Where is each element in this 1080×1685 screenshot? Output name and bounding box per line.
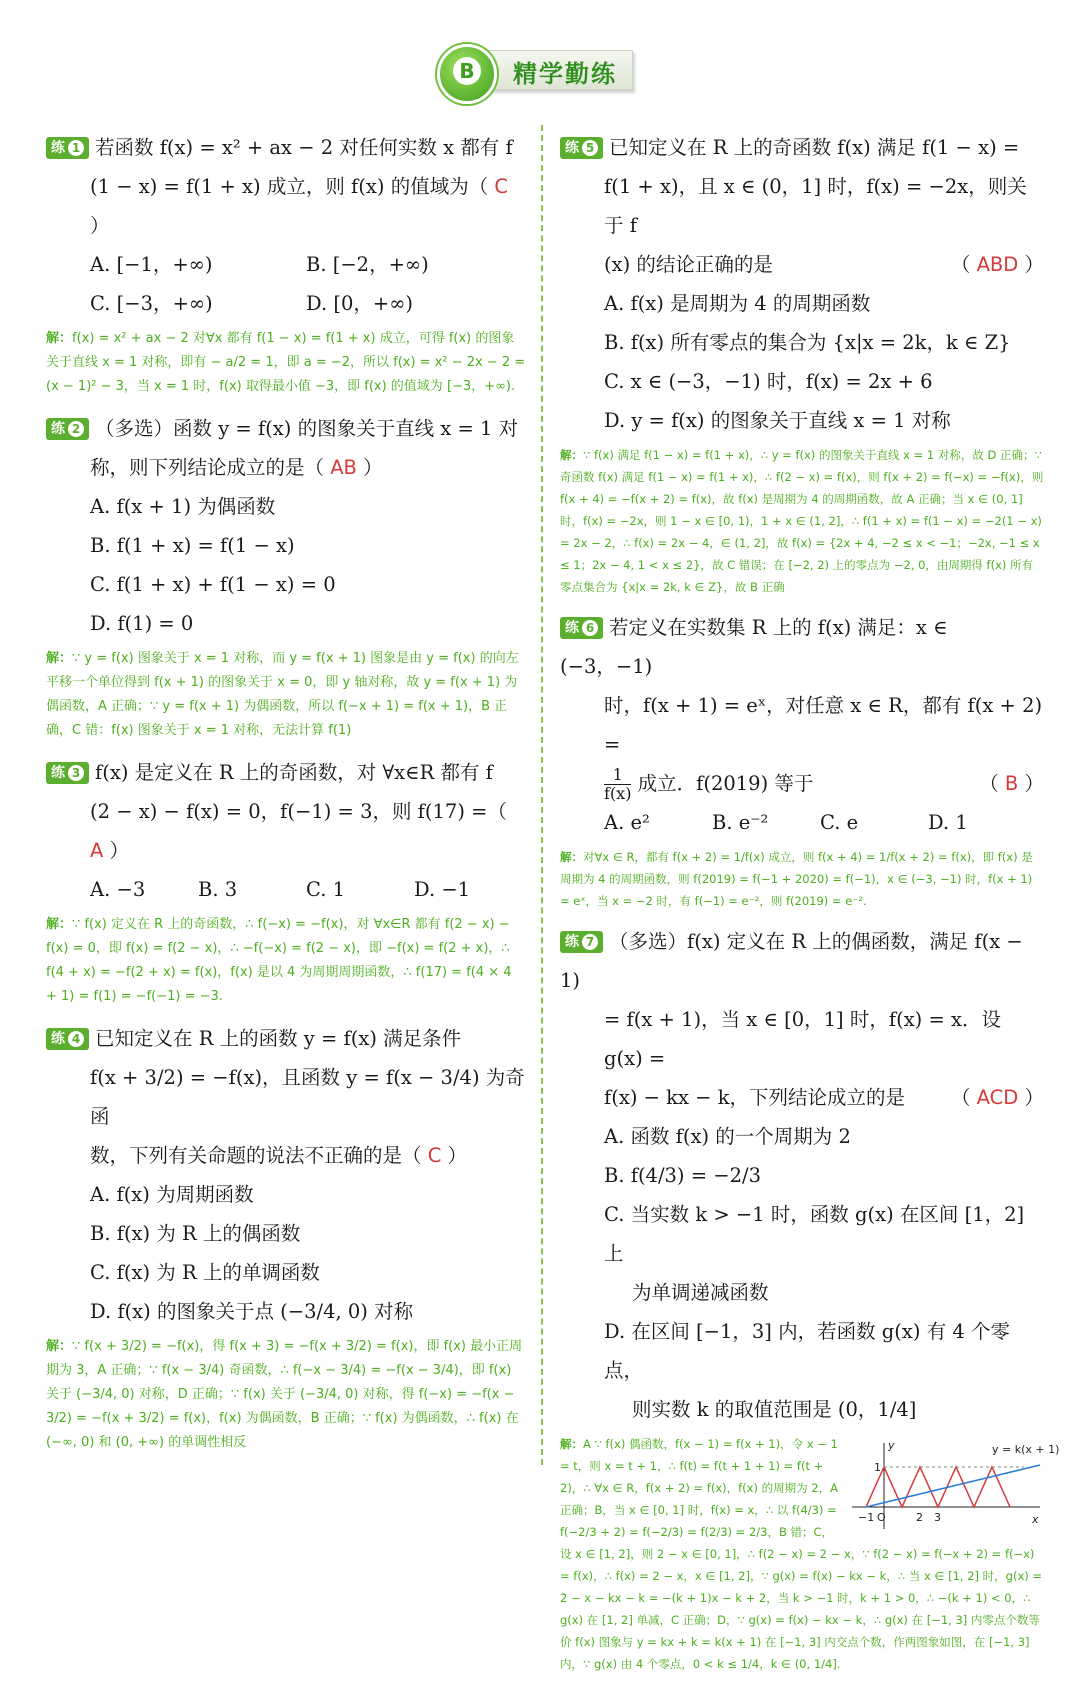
options: A. f(x + 1) 为偶函数 B. f(1 + x) = f(1 − x) C. f(1 + x) + f(1 − x) = 0 D. f(1) = 0 — [90, 495, 336, 635]
solution: 解：∵ f(x + 3/2) = −f(x)，得 f(x + 3) = −f(x + 3/2) = f(x)，即 f(x) 最小正周期为 3，A 正确；∵ f(x − 3/4) 奇函数，∴ f(−x − 3/4) = −f(x − 3/4)，即 f(x) 关于 (−3/4, 0) 对称，D 正确；∵ f(x) 关于 (−3/4, 0) 对称，得 f(−x) = −f(x − 3/2) = −f(x + 3/2) = f(x)，f(x) 为偶函数，B 正确；∵ f(x) 为偶函数，∴ f(x) 在 (−∞, 0) 和 (0, +∞) 的单调性相反 — [46, 1339, 523, 1450]
solution: 解：∵ y = f(x) 图象关于 x = 1 对称，而 y = f(x + 1) 图象是由 y = f(x) 的向左平移一个单位得到 f(x + 1) 的图象关于 x = 0，即 y 轴对称，故 y = f(x + 1) 为偶函数，A 正确；∵ y = f(x + 1) 为偶函数，所以 f(−x + 1) = f(x + 1)，B 正确，C 错：f(x) 图象关于 x = 1 对称，无法计算 f(1) — [46, 651, 519, 738]
line-label: y = k(x + 1) — [992, 1443, 1060, 1456]
options: A. 函数 f(x) 的一个周期为 2 B. f(4/3) = −2/3 C. 当实数 k > −1 时，函数 g(x) 在区间 [1，2] 上 为单调递减函数 D. 在区间 [−1，3] 内，若函数 g(x) 有 4 个零点， 则实数 k 的取值范围是 (0，1/4] — [604, 1125, 1025, 1421]
answer: C — [494, 175, 509, 198]
options: A. [−1，+∞) B. [−2，+∞) C. [−3，+∞) D. [0，+∞) — [90, 253, 429, 315]
problem-tag: 练 1 — [46, 137, 89, 159]
fraction: $\frac{1}{f(x)}$ — [604, 765, 632, 803]
solution: y = k(x + 1) y x −1 O 2 3 1 解：A ∵ f(x) 偶函数，f(x − 1) = f(x + 1)，令 x − 1 = t，则 x = t + 1，∴ f(t) = f(t + 1 + 1) = f(t + 2)，∴ ∀x ∈ R，f(x + 2) = f(x)，f(x) 的周期为 2，A 正确；B，当 x ∈ [0, 1] 时，f(x) = x，∴ 以 f(4/3) = f(−2/3 + 2) = f(−2/3) = f(2/3) = 2/3，B 错；C，设 x ∈ [1, 2]，则 2 − x ∈ [0, 1]，∴ f(2 − x) = 2 − x，∵ f(2 − x) = f(−x + 2) = f(−x) = f(x)，∴ f(x) = 2 − x，x ∈ [1, 2]，∵ g(x) = f(x) − kx − k，∴ 当 x ∈ [1, 2] 时，g(x) = 2 − x − kx − k = −(k + 1)x − k + 2，当 k > −1 时，k + 1 > 0，∴ −(k + 1) < 0，∴ g(x) 在 [1, 2] 单减，C 正确；D，∵ g(x) = f(x) − kx − k，∴ g(x) 在 [−1, 3] 内零点个数等价 f(x) 图象与 y = kx + k = k(x + 1) 在 [−1, 3] 内交点个数，作两图象如图，在 [−1, 3] 内，∵ g(x) 由 4 个零点，0 < k ≤ 1/4，k ∈ (0, 1/4]. — [560, 1437, 1060, 1671]
problem-4: 练 4 已知定义在 R 上的函数 y = f(x) 满足条件 f(x + 3/2) = −f(x)，且函数 y = f(x − 3/4) 为奇函 数，下列有关命题的说法不正确的是（ C ） A. f(x) 为周期函数 B. f(x) 为 R 上的偶函数 C. f(x) 为 R 上的单调函数 D. f(x) 的图象关于点 (−3/4, 0) 对称 解：∵ f(x + 3/2) = −f(x)，得 f(x + 3) = −f(x + 3/2) = f(x)，即 f(x) 最小正周期为 3，A 正确；∵ f(x − 3/4) 奇函数，∴ f(−x − 3/4) = −f(x − 3/4)，即 f(x) 关于 (−3/4, 0) 对称，D 正确；∵ f(x) 关于 (−3/4, 0) 对称，得 f(−x) = −f(x − 3/2) = −f(x + 3/2) = f(x)，f(x) 为偶函数，B 正确；∵ f(x) 为偶函数，∴ f(x) 在 (−∞, 0) 和 (0, +∞) 的单调性相反 — [46, 1019, 526, 1455]
y-axis-label: y — [888, 1439, 895, 1452]
section-title: 精学勤练 — [513, 60, 617, 88]
problem-1: 练 1 若函数 f(x) = x² + ax − 2 对任何实数 x 都有 f (1 − x) = f(1 + x) 成立，则 f(x) 的值域为（ C ） A. [−1，+∞) B. [−2，+∞) C. [−3，+∞) D. [0，+∞) 解：f(x) = x² + ax − 2 对∀x 都有 f(1 − x) = f(1 + x) 成立，可得 f(x) 的图象关于直线 x = 1 对称，即有 − a/2 = 1，即 a = −2，所以 f(x) = x² − 2x − 2 = (x − 1)² − 3，当 x = 1 时，f(x) 取得最小值 −3，即 f(x) 的值域为 [−3，+∞). — [46, 128, 526, 399]
problem-5: 练 5 已知定义在 R 上的奇函数 f(x) 满足 f(1 − x) = f(1 + x)，且 x ∈ (0，1] 时，f(x) = −2x，则关于 f (x) 的结论正确的是 （ ABD ） A. f(x) 是周期为 4 的周期函数 B. f(x) 所有零点的集合为 {x|x = 2k，k ∈ Z} C. x ∈ (−3，−1) 时，f(x) = 2x + 6 D. y = f(x) 的图象关于直线 x = 1 对称 解：∵ f(x) 满足 f(1 − x) = f(1 + x)，∴ y = f(x) 的图象关于直线 x = 1 对称，故 D 正确；∵ 奇函数 f(x) 满足 f(1 − x) = f(1 + x)，∴ f(2 − x) = f(x)，则 f(x + 2) = f(−x) = −f(x)，则 f(x + 4) = −f(x + 2) = f(x)，故 f(x) 是周期为 4 的周期函数，故 A 正确；当 x ∈ (0, 1] 时，f(x) = −2x，则 1 − x ∈ [0, 1)，1 + x ∈ (1, 2]，∴ f(1 + x) = f(1 − x) = −2(1 − x) = 2x − 2，∴ f(x) = 2x − 4，∈ (1, 2]，故 f(x) = {2x + 4, −2 ≤ x < −1；−2x, −1 ≤ x ≤ 1；2x − 4, 1 < x ≤ 2}，故 C 错误；在 [−2, 2) 上的零点为 −2, 0，由周期得 f(x) 所有零点集合为 {x|x = 2k, k ∈ Z}，故 B 正确 — [560, 128, 1044, 598]
badge-icon: B — [437, 44, 497, 104]
solution: 解：∵ f(x) 满足 f(1 − x) = f(1 + x)，∴ y = f(x) 的图象关于直线 x = 1 对称，故 D 正确；∵ 奇函数 f(x) 满足 f(1 − x) = f(1 + x)，∴ f(2 − x) = f(x)，则 f(x + 2) = f(−x) = −f(x)，则 f(x + 4) = −f(x + 2) = f(x)，故 f(x) 是周期为 4 的周期函数，故 A 正确；当 x ∈ (0, 1] 时，f(x) = −2x，则 1 − x ∈ [0, 1)，1 + x ∈ (1, 2]，∴ f(1 + x) = f(1 − x) = −2(1 − x) = 2x − 2，∴ f(x) = 2x − 4，∈ (1, 2]，故 f(x) = {2x + 4, −2 ≤ x < −1；−2x, −1 ≤ x ≤ 1；2x − 4, 1 < x ≤ 2}，故 C 错误；在 [−2, 2) 上的零点为 −2, 0，由周期得 f(x) 所有零点集合为 {x|x = 2k, k ∈ Z}，故 B 正确 — [560, 448, 1044, 594]
tick-label: 3 — [934, 1511, 941, 1524]
options: A. f(x) 为周期函数 B. f(x) 为 R 上的偶函数 C. f(x) 为 R 上的单调函数 D. f(x) 的图象关于点 (−3/4, 0) 对称 — [90, 1183, 414, 1323]
options: A. e² B. e⁻² C. e D. 1 — [604, 811, 968, 834]
answer: B — [1004, 772, 1019, 795]
options: A. f(x) 是周期为 4 的周期函数 B. f(x) 所有零点的集合为 {x|x = 2k，k ∈ Z} C. x ∈ (−3，−1) 时，f(x) = 2x + 6 D. y = f(x) 的图象关于直线 x = 1 对称 — [604, 292, 1011, 432]
problem-tag: 练 5 — [560, 137, 603, 159]
options: A. −3 B. 3 C. 1 D. −1 — [90, 878, 471, 901]
column-divider — [541, 125, 543, 1465]
problem-6: 练 6 若定义在实数集 R 上的 f(x) 满足：x ∈ (−3，−1) 时，f(x + 1) = eˣ，对任意 x ∈ R，都有 f(x + 2) = $\frac{1}{f(x)}$ 成立．f(2019) 等于 （ B ） A. e² B. e⁻² C. e D. 1 解：对∀x ∈ R，都有 f(x + 2) = 1/f(x) 成立，则 f(x + 4) = 1/f(x + 2) = f(x)，即 f(x) 是周期为 4 的周期函数，则 f(2019) = f(−1 + 2020) = f(−1)，x ∈ (−3, −1) 时，f(x + 1) = eˣ，当 x = −2 时，有 f(−1) = e⁻²，则 f(2019) = e⁻². — [560, 608, 1044, 912]
problem-tag: 练 2 — [46, 418, 89, 440]
answer: AB — [330, 456, 357, 479]
problem-tag: 练 6 — [560, 617, 603, 639]
answer: A — [90, 839, 104, 862]
solution: 解：∵ f(x) 定义在 R 上的奇函数，∴ f(−x) = −f(x)，对 ∀x∈R 都有 f(2 − x) − f(x) = 0，即 f(x) = f(2 − x)，∴ −f(−x) = f(2 − x)，即 −f(x) = f(2 + x)，∴ f(4 + x) = −f(2 + x) = f(x)，f(x) 是以 4 为周期周期函数，∴ f(17) = f(4 × 4 + 1) = f(1) = −f(−1) = −3. — [46, 917, 512, 1004]
problem-7: 练 7 （多选）f(x) 定义在 R 上的偶函数，满足 f(x − 1) = f(x + 1)，当 x ∈ [0，1] 时，f(x) = x．设 g(x) = f(x) − kx − k，下列结论成立的是 （ ACD ） A. 函数 f(x) 的一个周期为 2 B. f(4/3) = −2/3 C. 当实数 k > −1 时，函数 g(x) 在区间 [1，2] 上 为单调递减函数 D. 在区间 [−1，3] 内，若函数 g(x) 有 4 个零点， 则实数 k 的取值范围是 (0，1/4] y = k(x + 1) y x −1 O 2 3 1 解：A ∵ f(x) 偶函数，f(x − 1) = f(x + 1)，令 x − 1 = t，则 x = t + 1，∴ f(t) = f(t + 1 + 1) = f(t + 2)，∴ ∀x ∈ R，f(x + 2) = f(x)，f(x) 的周期为 2，A 正确；B，当 x ∈ [0, 1] 时，f(x) = x，∴ 以 f(4/3) = f(−2/3 + 2) = f(−2/3) = f(2/3) = 2/3，B 错；C，设 x ∈ [1, 2]，则 2 − x ∈ [0, 1]，∴ f(2 − x) = 2 − x，∵ f(2 − x) = f(−x + 2) = f(−x) = f(x)，∴ f(x) = 2 − x，x ∈ [1, 2]，∵ g(x) = f(x) − kx − k，∴ 当 x ∈ [1, 2] 时，g(x) = 2 − x − kx − k = −(k + 1)x − k + 2，当 k > −1 时，k + 1 > 0，∴ −(k + 1) < 0，∴ g(x) 在 [1, 2] 单减，C 正确；D，∵ g(x) = f(x) − kx − k，∴ g(x) 在 [−1, 3] 内零点个数等价 f(x) 图象与 y = kx + k = k(x + 1) 在 [−1, 3] 内交点个数，作两图象如图，在 [−1, 3] 内，∵ g(x) 由 4 个零点，0 < k ≤ 1/4，k ∈ (0, 1/4]. — [560, 922, 1044, 1675]
problem-tag: 练 3 — [46, 762, 89, 784]
section-header — [437, 44, 637, 96]
answer: ACD — [976, 1086, 1019, 1109]
tick-label: O — [877, 1511, 886, 1524]
left-column — [46, 128, 526, 1465]
tick-label: 2 — [916, 1511, 923, 1524]
solution: 解：f(x) = x² + ax − 2 对∀x 都有 f(1 − x) = f(1 + x) 成立，可得 f(x) 的图象关于直线 x = 1 对称，即有 − a/2 = 1，即 a = −2，所以 f(x) = x² − 2x − 2 = (x − 1)² − 3，当 x = 1 时，f(x) 取得最小值 −3，即 f(x) 的值域为 [−3，+∞). — [46, 331, 526, 394]
right-column — [560, 128, 1060, 1685]
problem-tag: 练 4 — [46, 1028, 89, 1050]
answer: ABD — [976, 253, 1019, 276]
problem-3: 练 3 f(x) 是定义在 R 上的奇函数，对 ∀x∈R 都有 f (2 − x) − f(x) = 0，f(−1) = 3，则 f(17) =（ A ） A. −3 B. 3 C. 1 D. −1 解：∵ f(x) 定义在 R 上的奇函数，∴ f(−x) = −f(x)，对 ∀x∈R 都有 f(2 − x) − f(x) = 0，即 f(x) = f(2 − x)，∴ −f(−x) = f(2 − x)，即 −f(x) = f(2 + x)，∴ f(4 + x) = −f(2 + x) = f(x)，f(x) 是以 4 为周期周期函数，∴ f(17) = f(4 × 4 + 1) = f(1) = −f(−1) = −3. — [46, 753, 526, 1009]
problem-2: 练 2 （多选）函数 y = f(x) 的图象关于直线 x = 1 对 称，则下列结论成立的是（ AB ） A. f(x + 1) 为偶函数 B. f(1 + x) = f(1 − x) C. f(1 + x) + f(1 − x) = 0 D. f(1) = 0 解：∵ y = f(x) 图象关于 x = 1 对称，而 y = f(x + 1) 图象是由 y = f(x) 的向左平移一个单位得到 f(x + 1) 的图象关于 x = 0，即 y 轴对称，故 y = f(x + 1) 为偶函数，A 正确；∵ y = f(x + 1) 为偶函数，所以 f(−x + 1) = f(x + 1)，B 正确，C 错：f(x) 图象关于 x = 1 对称，无法计算 f(1) — [46, 409, 526, 743]
problem-tag: 练 7 — [560, 931, 603, 953]
answer: C — [427, 1144, 442, 1167]
function-graph — [844, 1437, 1060, 1533]
tick-label: 1 — [874, 1461, 881, 1474]
solution: 解：对∀x ∈ R，都有 f(x + 2) = 1/f(x) 成立，则 f(x + 4) = 1/f(x + 2) = f(x)，即 f(x) 是周期为 4 的周期函数，则 f(2019) = f(−1 + 2020) = f(−1)，x ∈ (−3, −1) 时，f(x + 1) = eˣ，当 x = −2 时，有 f(−1) = e⁻²，则 f(2019) = e⁻². — [560, 850, 1033, 908]
x-axis-label: x — [1032, 1513, 1039, 1526]
tick-label: −1 — [858, 1511, 875, 1524]
